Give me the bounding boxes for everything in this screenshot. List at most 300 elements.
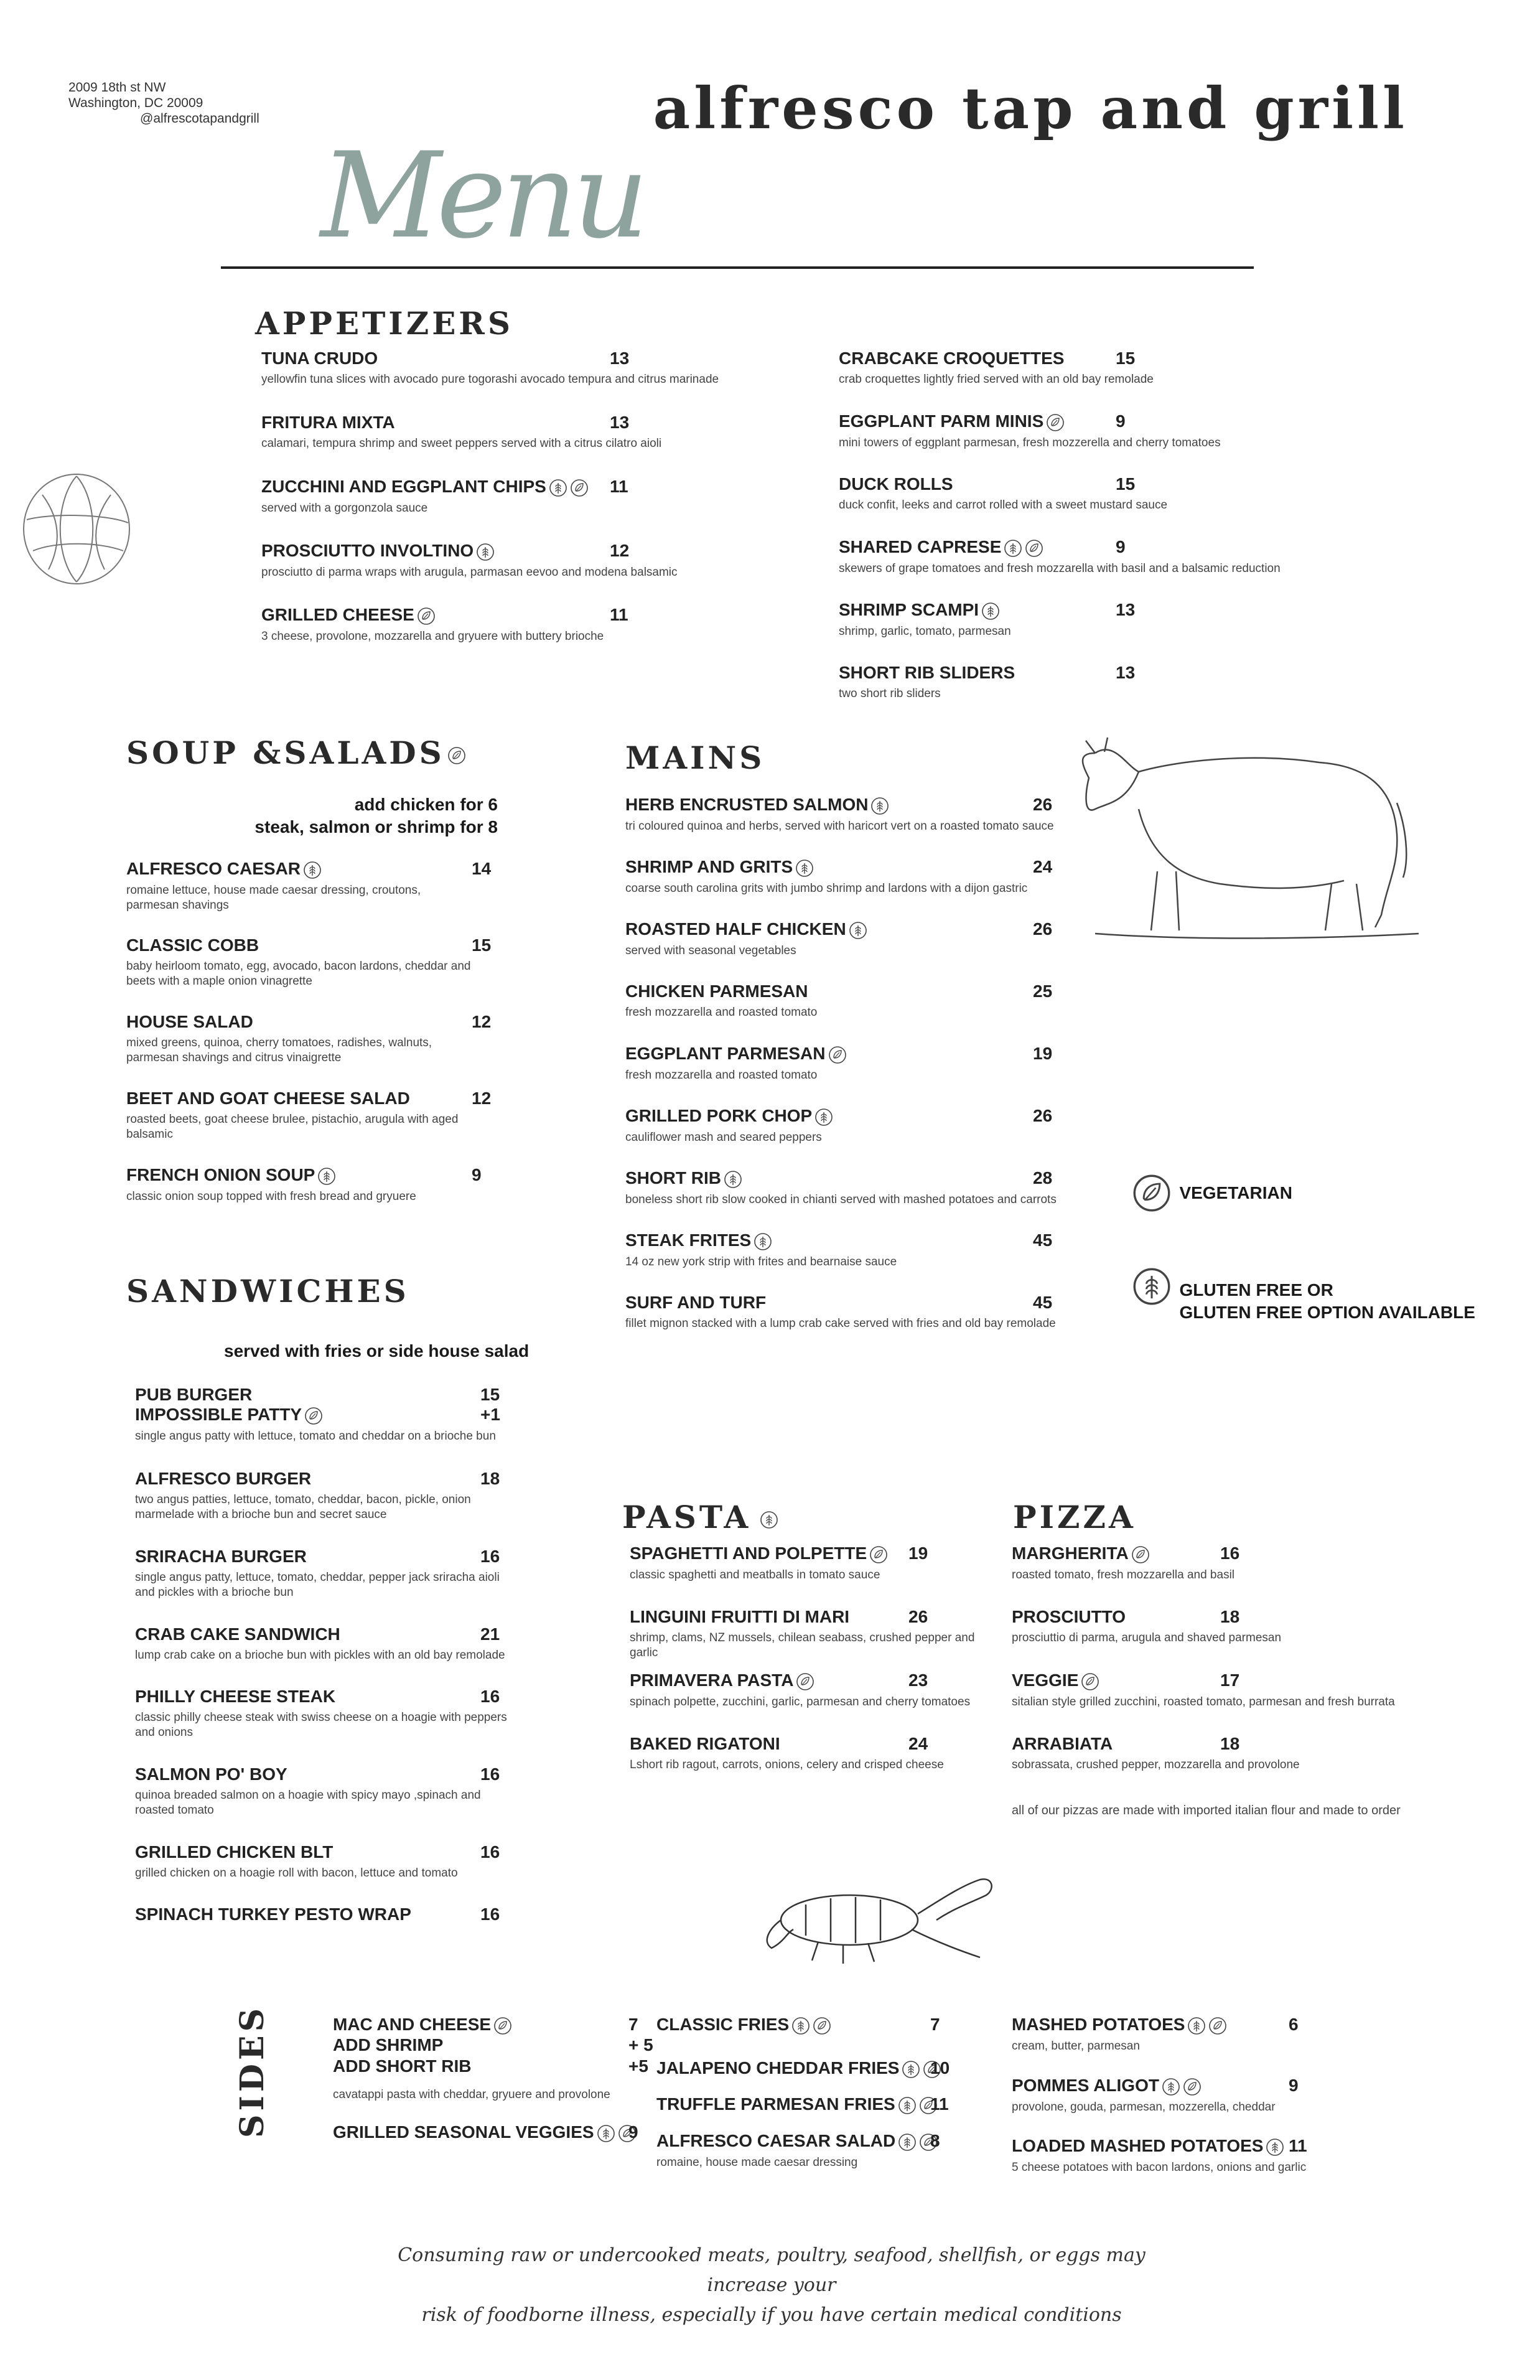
menu-item: [261, 413, 772, 451]
item-name: [625, 919, 1086, 940]
item-name: [656, 2094, 938, 2115]
gluten-free-icon: [1004, 539, 1022, 558]
social-handle: @alfrescotapandgrill: [140, 111, 259, 126]
item-name: [625, 1230, 1086, 1251]
item-price: 13: [610, 413, 630, 432]
item-name-text: PUB BURGER: [135, 1385, 253, 1404]
item-name: [333, 2015, 512, 2035]
disclaimer-line-1: Consuming raw or undercooked meats, poultry, seafood, shellfish, or eggs may increase your: [398, 2244, 1146, 2296]
address-line-2: Washington, DC 20009: [68, 96, 203, 110]
item-name-text: ZUCCHINI AND EGGPLANT CHIPS: [261, 477, 546, 496]
menu-item: [135, 1904, 500, 1924]
menu-item: [625, 1293, 1086, 1331]
item-name-text: BEET AND GOAT CHEESE SALAD: [126, 1089, 410, 1108]
item-description: spinach polpette, zucchini, garlic, parmesan and cherry tomatoes: [630, 1695, 971, 1708]
menu-item: [333, 2056, 648, 2076]
item-description: grilled chicken on a hoagie roll with bacon, lettuce and tomato: [135, 1867, 458, 1880]
item-name-text: CLASSIC FRIES: [656, 2015, 790, 2034]
menu-item: [839, 537, 1312, 576]
item-price: 18: [1220, 1607, 1240, 1626]
menu-item: [135, 1687, 521, 1740]
item-price: 15: [480, 1385, 500, 1404]
item-price: 9: [1289, 2076, 1299, 2095]
item-name-text: SHRIMP AND GRITS: [625, 857, 793, 876]
gluten-free-icon: [814, 1108, 833, 1127]
item-description: cavatappi pasta with cheddar, gryuere and provolone: [333, 2088, 610, 2101]
gluten-free-icon: [849, 921, 867, 940]
item-price: 16: [480, 1842, 500, 1862]
menu-item: [839, 600, 1312, 639]
item-description: two short rib sliders: [839, 687, 941, 700]
item-name-text: SHARED CAPRESE: [839, 537, 1002, 556]
item-description: baby heirloom tomato, egg, avocado, bacon lardons, cheddar and beets with a maple onion vinagrette: [126, 960, 471, 988]
item-description: prosciuttio di parma, arugula and shaved parmesan: [1012, 1631, 1282, 1644]
item-price: 16: [480, 1904, 500, 1924]
menu-item: [135, 1842, 521, 1881]
item-name: [625, 795, 1086, 815]
item-name: [135, 1764, 521, 1784]
item-description: 5 cheese potatoes with bacon lardons, onions and garlic: [1012, 2160, 1307, 2174]
item-name: [630, 1734, 1003, 1754]
item-name: [135, 1687, 521, 1707]
item-description: yellowfin tuna slices with avocado pure togorashi avocado tempura and citrus marinade: [261, 373, 719, 386]
item-description: calamari, tempura shrimp and sweet peppers served with a citrus cilatro aioli: [261, 437, 662, 450]
vegetarian-icon: [447, 746, 466, 765]
menu-item: [126, 1165, 482, 1204]
menu-item: [839, 349, 1312, 387]
item-price: 9: [1116, 537, 1126, 556]
soups-addon-note: [254, 794, 498, 838]
item-description: cream, butter, parmesan: [1012, 2039, 1140, 2053]
gluten-free-icon: [549, 479, 567, 497]
item-description: classic onion soup topped with fresh bread and gryuere: [126, 1189, 416, 1203]
menu-item: [625, 795, 1086, 834]
item-name-text: TRUFFLE PARMESAN FRIES: [656, 2094, 895, 2114]
soups-title: [126, 734, 466, 771]
menu-item: [630, 1544, 1003, 1583]
item-price: 16: [480, 1547, 500, 1566]
item-name-text: DUCK ROLLS: [839, 474, 953, 494]
item-name: [135, 1469, 521, 1489]
item-price: 13: [610, 349, 630, 368]
item-description: crab croquettes lightly fried served with an old bay remolade: [839, 373, 1154, 386]
item-price: 21: [480, 1624, 500, 1644]
menu-item: [625, 1168, 1086, 1207]
sandwiches-title: SANDWICHES: [126, 1273, 409, 1309]
menu-item: [656, 2015, 940, 2035]
gluten-free-icon: [898, 2096, 917, 2115]
item-name: [261, 477, 772, 497]
pizza-title: PIZZA: [1013, 1499, 1136, 1535]
item-description: cauliflower mash and seared peppers: [625, 1130, 822, 1144]
item-name-text: PHILLY CHEESE STEAK: [135, 1687, 336, 1706]
item-price: 26: [908, 1607, 928, 1626]
item-name: [261, 349, 772, 368]
item-price: 15: [1116, 349, 1136, 368]
item-name-text: MASHED POTATOES: [1012, 2015, 1185, 2034]
item-name-text: ROASTED HALF CHICKEN: [625, 919, 846, 939]
menu-item: [839, 663, 1312, 701]
menu-item: [656, 2131, 938, 2170]
item-name: [1012, 1670, 1398, 1691]
item-price: 14: [472, 859, 492, 878]
item-name-text: JALAPENO CHEDDAR FRIES: [656, 2058, 900, 2078]
item-description: two angus patties, lettuce, tomato, cheddar, bacon, pickle, onion marmelade with a brioche bun and secret sauce: [135, 1493, 471, 1521]
item-name-text: EGGPLANT PARM MINIS: [839, 411, 1044, 431]
vegetarian-icon: [1183, 2078, 1202, 2096]
menu-item: [630, 1607, 1003, 1661]
menu-item: [1012, 2136, 1335, 2175]
item-price: 12: [472, 1012, 492, 1031]
cow-illustration: [1058, 716, 1431, 952]
item-name-text: ADD SHORT RIB: [333, 2056, 472, 2076]
item-price: 8: [930, 2131, 940, 2150]
vegetarian-icon: [1081, 1672, 1099, 1691]
item-name: [135, 1547, 521, 1567]
vegetarian-icon: [813, 2017, 831, 2035]
item-description: skewers of grape tomatoes and fresh mozzarella with basil and a balsamic reduction: [839, 561, 1281, 575]
menu-item: [261, 605, 772, 644]
header-divider: [221, 266, 1254, 269]
item-description: single angus patty, lettuce, tomato, cheddar, pepper jack sriracha aioli and pickles with a brioche bun: [135, 1571, 500, 1599]
item-description: mixed greens, quinoa, cherry tomatoes, radishes, walnuts, parmesan shavings and citrus vinaigrette: [126, 1036, 432, 1064]
menu-item: [333, 2122, 637, 2143]
item-name: [625, 1044, 1086, 1064]
menu-item: [126, 1089, 492, 1142]
menu-item: [630, 1734, 1003, 1773]
item-price: 45: [1033, 1293, 1053, 1312]
item-name: [135, 1385, 521, 1405]
item-name: [126, 1165, 475, 1186]
menu-item: [1012, 2076, 1335, 2115]
item-price: 24: [908, 1734, 928, 1753]
menu-item: [126, 935, 492, 989]
menu-item: [839, 411, 1312, 451]
item-name-text: BAKED RIGATONI: [630, 1734, 780, 1753]
item-name: [656, 2131, 938, 2152]
vegetarian-icon: [869, 1545, 888, 1564]
item-name: [1012, 2015, 1335, 2035]
item-price: + 5: [628, 2035, 653, 2054]
item-name: [261, 541, 772, 561]
item-price: 18: [1220, 1734, 1240, 1753]
crawfish-illustration: [756, 1861, 1005, 1967]
menu-item: [333, 2015, 638, 2035]
gluten-free-icon: [1162, 2078, 1180, 2096]
item-price-alt: +1: [480, 1405, 500, 1424]
menu-item: [261, 477, 772, 516]
gluten-free-icon: [1266, 2138, 1284, 2157]
legend-vegetarian-label: VEGETARIAN: [1179, 1183, 1292, 1202]
item-name: [261, 413, 772, 433]
item-price: 19: [1033, 1044, 1053, 1063]
item-price: 7: [628, 2015, 638, 2034]
item-name-text: MAC AND CHEESE: [333, 2015, 492, 2034]
item-price: 15: [472, 935, 492, 955]
menu-item: [1012, 1544, 1398, 1583]
soups-addon-line-2: steak, salmon or shrimp for 8: [254, 817, 498, 836]
item-name: [630, 1607, 1003, 1627]
item-price: 18: [480, 1469, 500, 1488]
item-name: [839, 474, 1312, 494]
vegetarian-icon: [570, 479, 589, 497]
item-description: sitalian style grilled zucchini, roasted tomato, parmesan and fresh burrata: [1012, 1695, 1395, 1708]
item-name-text: ADD SHRIMP: [333, 2035, 444, 2054]
item-description: shrimp, clams, NZ mussels, chilean seabass, crushed pepper and garlic: [630, 1631, 975, 1659]
item-name-alt: [135, 1405, 521, 1425]
vegetarian-icon: [493, 2017, 512, 2035]
item-name: [135, 1904, 411, 1924]
menu-item: [625, 919, 1086, 958]
item-description: prosciutto di parma wraps with arugula, parmasan eevoo and modena balsamic: [261, 565, 678, 579]
sides-title-block: [233, 2004, 283, 2138]
item-name: [261, 605, 772, 625]
item-price: 9: [1116, 411, 1126, 431]
item-name: [1012, 1607, 1398, 1627]
item-name-text: HERB ENCRUSTED SALMON: [625, 795, 869, 814]
menu-item: [656, 2058, 950, 2079]
item-name-text: CRAB CAKE SANDWICH: [135, 1624, 340, 1644]
item-name-text: SURF AND TURF: [625, 1293, 767, 1312]
item-name-text: TUNA CRUDO: [261, 349, 378, 368]
menu-item: [261, 349, 772, 387]
vegetarian-icon: [796, 1672, 814, 1691]
item-name-text: FRENCH ONION SOUP: [126, 1165, 315, 1184]
item-name: [333, 2035, 443, 2055]
gluten-free-icon: [754, 1232, 772, 1251]
item-name-text: CRABCAKE CROQUETTES: [839, 349, 1065, 368]
gluten-free-icon: [303, 861, 322, 879]
item-name-text: PRIMAVERA PASTA: [630, 1670, 794, 1690]
item-name-text: POMMES ALIGOT: [1012, 2076, 1159, 2095]
gluten-free-icon: [476, 543, 495, 561]
item-name: [839, 411, 1312, 432]
legend-gluten-free-line-2: GLUTEN FREE OPTION AVAILABLE: [1179, 1303, 1475, 1322]
item-price: +5: [628, 2056, 648, 2076]
item-name-text: PROSCIUTTO INVOLTINO: [261, 541, 474, 560]
soups-addon-line-1: add chicken for 6: [354, 795, 498, 814]
item-description: 3 cheese, provolone, mozzarella and gryuere with buttery brioche: [261, 629, 604, 643]
item-name-text: MARGHERITA: [1012, 1544, 1129, 1563]
menu-item: [135, 1385, 521, 1444]
menu-script-title: Menu: [320, 127, 644, 265]
item-description: boneless short rib slow cooked in chianti served with mashed potatoes and carrots: [625, 1192, 1057, 1206]
appetizers-title: APPETIZERS: [255, 305, 513, 342]
vegetarian-icon: [1046, 413, 1065, 432]
vegetarian-icon: [1025, 539, 1043, 558]
item-name-text: SRIRACHA BURGER: [135, 1547, 307, 1566]
menu-item: [656, 2094, 949, 2115]
menu-item: [126, 859, 492, 913]
menu-item: [135, 1469, 521, 1522]
gluten-free-icon: [981, 602, 1000, 621]
item-price: 11: [930, 2094, 949, 2114]
gluten-free-icon: [724, 1170, 742, 1189]
menu-item: [135, 1764, 521, 1818]
item-name: [656, 2015, 831, 2035]
item-name: [126, 1089, 475, 1108]
item-name-text: GRILLED CHICKEN BLT: [135, 1842, 334, 1862]
gluten-free-icon: [1187, 2017, 1206, 2035]
item-price: 11: [610, 477, 628, 496]
item-name-text: FRITURA MIXTA: [261, 413, 395, 432]
item-name: [625, 857, 1086, 878]
pasta-title: [622, 1499, 778, 1535]
item-price: 26: [1033, 1106, 1053, 1125]
menu-item: [625, 1106, 1086, 1145]
item-name-text: ALFRESCO BURGER: [135, 1469, 312, 1488]
item-description: roasted beets, goat cheese brulee, pistachio, arugula with aged balsamic: [126, 1113, 459, 1141]
item-description: lump crab cake on a brioche bun with pickles with an old bay remolade: [135, 1649, 505, 1662]
disclaimer-line-2: risk of foodborne illness, especially if you have certain medical conditions: [421, 2304, 1122, 2326]
menu-item: [630, 1670, 1003, 1710]
vegetarian-icon: [304, 1407, 323, 1425]
legend-vegetarian: [1129, 1173, 1292, 1213]
item-price: 16: [480, 1764, 500, 1784]
legend-gluten-free-line-1: GLUTEN FREE OR: [1179, 1280, 1333, 1300]
item-name-text: CHICKEN PARMESAN: [625, 982, 808, 1001]
item-price: 26: [1033, 795, 1053, 814]
item-name-text: ALFRESCO CAESAR SALAD: [656, 2131, 896, 2150]
item-price: 19: [908, 1544, 928, 1563]
item-name: [1012, 2136, 1335, 2157]
menu-item: [261, 541, 772, 580]
menu-item: [1012, 1607, 1398, 1646]
menu-item: [1012, 1734, 1398, 1773]
item-name-text: SPAGHETTI AND POLPETTE: [630, 1544, 867, 1563]
food-safety-disclaimer: [373, 2241, 1170, 2330]
item-name: [135, 1624, 521, 1644]
item-description: sobrassata, crushed pepper, mozzarella and provolone: [1012, 1758, 1300, 1771]
item-name-text: PROSCIUTTO: [1012, 1607, 1126, 1626]
item-description: tri coloured quinoa and herbs, served with haricort vert on a roasted tomato sauce: [625, 819, 1054, 833]
vegetarian-icon: [1132, 1173, 1172, 1213]
item-name: [839, 349, 1312, 368]
item-name-text: STEAK FRITES: [625, 1230, 752, 1250]
sides-title: SIDES: [233, 2004, 271, 2138]
sandwiches-note: served with fries or side house salad: [224, 1341, 530, 1361]
item-name-text: VEGGIE: [1012, 1670, 1079, 1690]
item-name: [1012, 1544, 1398, 1564]
item-price: 12: [610, 541, 630, 560]
item-price: 28: [1033, 1168, 1053, 1188]
item-description: fresh mozzarella and roasted tomato: [625, 1068, 818, 1082]
pasta-title-text: PASTA: [622, 1499, 752, 1535]
item-price: 11: [610, 605, 628, 624]
item-name: [839, 600, 1312, 621]
item-name-text: HOUSE SALAD: [126, 1012, 253, 1031]
item-description: single angus patty with lettuce, tomato and cheddar on a brioche bun: [135, 1429, 496, 1443]
item-price: 9: [628, 2122, 638, 2142]
item-description: Lshort rib ragout, carrots, onions, celery and crisped cheese: [630, 1758, 944, 1771]
item-description: fillet mignon stacked with a lump crab cake served with fries and old bay remolade: [625, 1317, 1056, 1330]
item-description: duck confit, leeks and carrot rolled with a sweet mustard sauce: [839, 499, 1168, 512]
item-name-text: LINGUINI FRUITTI DI MARI: [630, 1607, 850, 1626]
gluten-free-icon: [760, 1511, 778, 1529]
item-description: classic spaghetti and meatballs in tomato sauce: [630, 1568, 880, 1581]
item-name-text: SHORT RIB: [625, 1168, 721, 1188]
item-description: 14 oz new york strip with frites and bearnaise sauce: [625, 1255, 897, 1268]
item-name: [839, 663, 1312, 683]
item-name: [1012, 1734, 1398, 1754]
item-description: coarse south carolina grits with jumbo shrimp and lardons with a dijon gastric: [625, 881, 1028, 895]
item-price: 12: [472, 1089, 492, 1108]
item-description: fresh mozzarella and roasted tomato: [625, 1006, 818, 1019]
item-name-text: ALFRESCO CAESAR: [126, 859, 301, 878]
menu-item: [135, 1547, 521, 1600]
soups-title-text: SOUP &SALADS: [126, 734, 445, 771]
item-name: [333, 2056, 471, 2076]
gluten-free-icon: [902, 2060, 920, 2079]
item-name-text: LOADED MASHED POTATOES: [1012, 2136, 1264, 2155]
menu-item: [839, 474, 1312, 513]
menu-item: [625, 857, 1086, 896]
item-price: 11: [1289, 2136, 1307, 2155]
item-name: [126, 859, 475, 879]
item-price: 7: [930, 2015, 940, 2034]
menu-item: [333, 2035, 653, 2055]
menu-item: [333, 2084, 656, 2102]
address-block: [68, 80, 259, 126]
item-price: 9: [472, 1165, 482, 1184]
gluten-free-icon: [795, 859, 814, 878]
menu-item: [135, 1624, 521, 1663]
gluten-free-icon: [870, 797, 889, 815]
gluten-free-icon: [1132, 1267, 1172, 1306]
item-description: romaine, house made caesar dressing: [656, 2155, 858, 2169]
item-name-text: SHORT RIB SLIDERS: [839, 663, 1015, 682]
item-price: 45: [1033, 1230, 1053, 1250]
legend-gluten-free: [1129, 1267, 1475, 1324]
item-price: 16: [1220, 1544, 1240, 1563]
vegetarian-icon: [828, 1046, 847, 1064]
item-name: [656, 2058, 941, 2079]
item-name-alt-text: IMPOSSIBLE PATTY: [135, 1405, 302, 1424]
menu-item: [625, 1230, 1086, 1270]
gluten-free-icon: [791, 2017, 810, 2035]
vegetarian-icon: [1208, 2017, 1227, 2035]
item-price: 16: [480, 1687, 500, 1706]
item-price: 25: [1033, 982, 1053, 1001]
item-name: [333, 2122, 637, 2143]
item-price: 17: [1220, 1670, 1240, 1690]
item-price: 24: [1033, 857, 1053, 876]
cabbage-illustration: [17, 464, 136, 588]
address-line-1: 2009 18th st NW: [68, 80, 166, 95]
item-name: [839, 537, 1312, 558]
item-name-text: GRILLED PORK CHOP: [625, 1106, 813, 1125]
item-price: 15: [1116, 474, 1136, 494]
item-name-text: SHRIMP SCAMPI: [839, 600, 979, 619]
vegetarian-icon: [1131, 1545, 1150, 1564]
item-description: served with seasonal vegetables: [625, 944, 796, 957]
gluten-free-icon: [597, 2124, 615, 2143]
item-description: roasted tomato, fresh mozzarella and basil: [1012, 1568, 1235, 1581]
item-name-text: CLASSIC COBB: [126, 935, 259, 955]
item-name-text: GRILLED CHEESE: [261, 605, 414, 624]
item-name: [1012, 2076, 1335, 2096]
mains-title: MAINS: [625, 739, 765, 776]
item-name: [625, 1293, 1086, 1313]
item-price: 26: [1033, 919, 1053, 939]
item-description: mini towers of eggplant parmesan, fresh mozzerella and cherry tomatoes: [839, 436, 1221, 449]
item-name-text: SPINACH TURKEY PESTO WRAP: [135, 1904, 411, 1924]
restaurant-name: alfresco tap and grill: [653, 75, 1408, 142]
item-price: 6: [1289, 2015, 1299, 2034]
pizza-footnote: all of our pizzas are made with imported italian flour and made to order: [1012, 1804, 1401, 1817]
menu-item: [1012, 1670, 1398, 1710]
gluten-free-icon: [898, 2133, 917, 2152]
